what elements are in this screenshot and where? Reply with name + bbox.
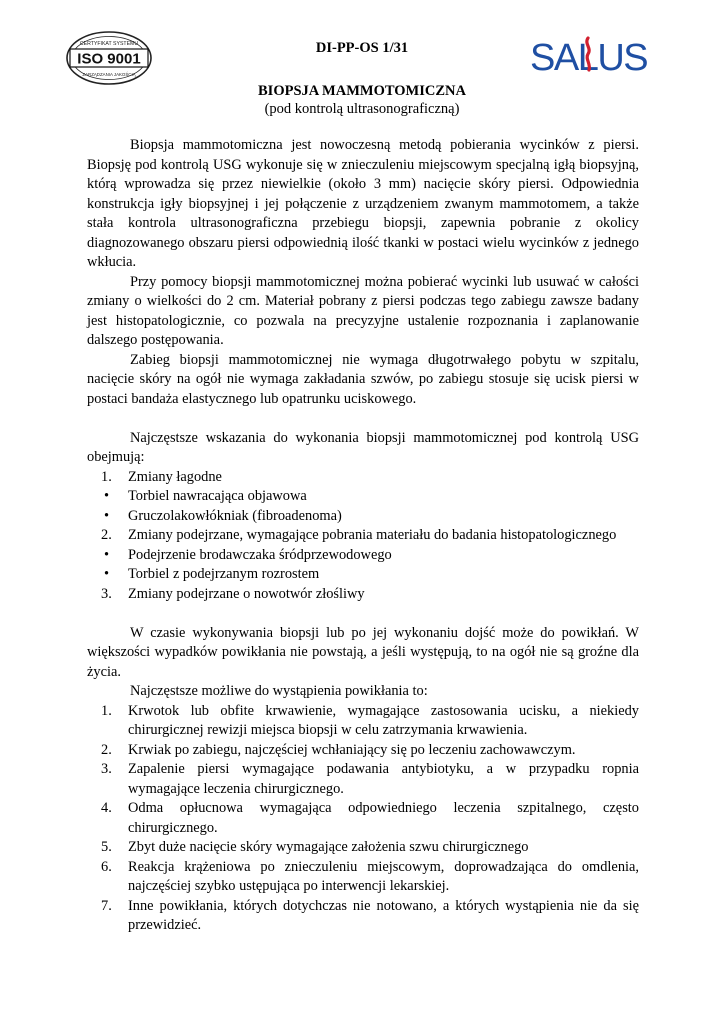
list-item bbox=[87, 507, 639, 527]
document-title: BIOPSJA MAMMOTOMICZNA bbox=[258, 83, 466, 99]
intro-paragraph: Przy pomocy biopsji mammotomicznej można pobierać wycinki lub usuwać w całości zmiany o wielkości do 2 cm. Materiał pobrany z piersi podczas tego zabiegu zawsze badany jest histopatologicznie, co pozwala na precyzyjne ustalenie rozpoznania i zaplanowanie dalszego postępowania. bbox=[87, 273, 639, 348]
indications-intro: Najczęstsze wskazania do wykonania biopsji mammotomicznej pod kontrolą USG obejmują: bbox=[87, 429, 639, 465]
list-marker: 1. bbox=[101, 468, 112, 485]
list-item-text: Zmiany podejrzane o nowotwór złośliwy bbox=[128, 585, 365, 602]
list-item-text: Krwotok lub obfite krwawienie, wymagające zastosowania ucisku, a niekiedy chirurgicznej rewizji miejsca biopsji w celu zatrzymania krwawienia. bbox=[128, 702, 639, 738]
complications-list bbox=[87, 702, 639, 936]
salus-logo-text: SALUS bbox=[530, 37, 648, 76]
list-item bbox=[87, 858, 639, 897]
list-marker: 5. bbox=[101, 839, 112, 855]
salus-logo bbox=[530, 34, 658, 76]
list-item bbox=[87, 897, 639, 936]
list-item-text: Zapalenie piersi wymagające podawania antybiotyku, a w przypadku ropnia wymagające leczenia chirurgicznego. bbox=[128, 761, 639, 797]
list-item-text: Reakcja krążeniowa po znieczuleniu miejscowym, doprowadzająca do omdlenia, najczęściej szybko ustępująca po interwencji lekarskiej. bbox=[128, 858, 639, 894]
list-item-text: Torbiel nawracająca objawowa bbox=[128, 488, 307, 504]
iso-bottom-text: ZARZĄDZANIA JAKOŚCIĄ bbox=[82, 72, 136, 77]
list-item-text: Podejrzenie brodawczaka śródprzewodowego bbox=[128, 546, 392, 563]
list-marker: 4. bbox=[101, 800, 112, 816]
list-marker: • bbox=[104, 566, 110, 582]
list-item bbox=[87, 546, 639, 566]
list-item-text: Torbiel z podejrzanym rozrostem bbox=[128, 566, 320, 582]
list-item bbox=[87, 487, 639, 507]
indications-list bbox=[87, 468, 639, 605]
list-item bbox=[87, 526, 639, 546]
complications-intro: Najczęstsze możliwe do wystąpienia powikłania to: bbox=[130, 683, 428, 699]
list-item bbox=[87, 741, 639, 761]
list-marker: • bbox=[104, 546, 110, 563]
list-marker: 6. bbox=[101, 858, 112, 875]
list-marker: 2. bbox=[101, 527, 112, 543]
list-marker: • bbox=[104, 507, 110, 524]
list-marker: 3. bbox=[101, 585, 112, 602]
document-code: DI-PP-OS 1/31 bbox=[315, 40, 409, 56]
list-item bbox=[87, 565, 639, 585]
list-item-text: Odma opłucnowa wymagająca odpowiedniego leczenia szpitalnego, często chirurgicznego. bbox=[128, 800, 639, 836]
iso-main-text: ISO 9001 bbox=[77, 50, 141, 68]
list-marker: • bbox=[104, 488, 110, 504]
intro-paragraph: Biopsja mammotomiczna jest nowoczesną metodą pobierania wycinków z piersi. Biopsję pod kontrolą USG wykonuje się w znieczuleniu miejscowym specjalną igłą biopsyjną, którą wprowadza się przez niewielkie (około 3 mm) nacięcie skóry piersi. Odpowiednia konstrukcja igły biopsyjnej i jej połączenie z urządzeniem zwanym mammotomem, a także stała kontrola ultrasonograficzna przebiegu biopsji, zapewnia pobranie z okolicy diagnozowanego obszaru piersi odpowiednią ilość tkanki w postaci wielu wycinków z jednego wkłucia. bbox=[87, 137, 639, 270]
list-marker: 2. bbox=[101, 741, 112, 758]
list-item bbox=[87, 799, 639, 838]
list-item bbox=[87, 760, 639, 799]
document-body bbox=[87, 136, 639, 936]
list-item-text: Krwiak po zabiegu, najczęściej wchłaniający się po leczeniu zachowawczym. bbox=[128, 741, 576, 758]
list-item bbox=[87, 702, 639, 741]
list-marker: 1. bbox=[101, 702, 112, 719]
list-item bbox=[87, 838, 639, 858]
list-marker: 7. bbox=[101, 897, 112, 914]
list-item-text: Zmiany łagodne bbox=[128, 468, 222, 485]
list-marker: 3. bbox=[101, 761, 112, 777]
document-subtitle: (pod kontrolą ultrasonograficzną) bbox=[264, 101, 460, 117]
iso-9001-logo bbox=[64, 30, 154, 86]
list-item-text: Zmiany podejrzane, wymagające pobrania materiału do badania histopatologicznego bbox=[128, 527, 617, 543]
list-item-text: Zbyt duże nacięcie skóry wymagające założenia szwu chirurgicznego bbox=[128, 839, 529, 855]
list-item-text: Gruczolakowłókniak (fibroadenoma) bbox=[128, 507, 342, 524]
list-item-text: Inne powikłania, których dotychczas nie notowano, a których wystąpienia nie da się przewidzieć. bbox=[128, 897, 639, 933]
iso-top-text: CERTYFIKAT SYSTEMU bbox=[79, 41, 139, 47]
complications-paragraph: W czasie wykonywania biopsji lub po jej wykonaniu dojść może do powikłań. W większości wypadków powikłania nie powstają, a jeśli występują, to na ogół nie są groźne dla życia. bbox=[87, 624, 639, 680]
list-item bbox=[87, 585, 639, 605]
list-item bbox=[87, 468, 639, 488]
intro-paragraph: Zabieg biopsji mammotomicznej nie wymaga długotrwałego pobytu w szpitalu, nacięcie skóry na ogół nie wymaga zakładania szwów, po zabiegu stosuje się ucisk piersi w postaci bandaża elastycznego lub opatrunku uciskowego. bbox=[87, 351, 639, 407]
